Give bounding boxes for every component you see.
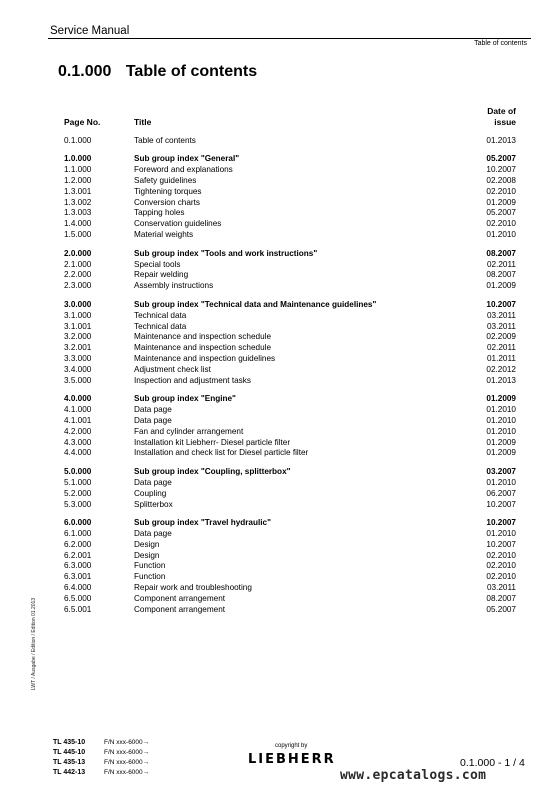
toc-title: Conversion charts [134,197,200,207]
toc-date: 02.2010 [486,550,516,560]
col-date-header [456,106,520,136]
toc-date: 01.2010 [486,405,516,415]
toc-title: Assembly instructions [134,281,214,291]
toc-page-no: 5.1.000 [64,477,92,487]
toc-page-no: 6.3.000 [64,561,92,571]
toc-date: 02.2008 [486,175,516,185]
group-spacer [50,459,520,467]
liebherr-logo: LIEBHERR [248,752,336,767]
toc-date: 06.2007 [486,488,516,498]
col-page-header: Page No. [64,116,101,127]
toc-title: Tapping holes [134,208,185,218]
toc-page-no: 6.2.000 [64,539,92,549]
toc-title: Technical data [134,321,187,331]
toc-date: 02.2010 [486,561,516,571]
toc-row [50,561,520,572]
page-title [58,63,257,81]
footer-models [53,738,85,778]
toc-title: Data page [134,529,172,539]
toc-date: 02.2010 [486,219,516,229]
toc-date: 01.2013 [486,135,516,145]
toc-title: Maintenance and inspection guidelines [134,353,276,363]
page-title-text: Table of contents [125,63,258,80]
toc-title: Data page [134,415,172,425]
toc-row [50,438,520,449]
toc-row [50,572,520,583]
toc-title: Tightening torques [134,186,202,196]
toc-row [50,260,520,271]
footer-fn-item: F/N xxx-6000→ [104,749,150,756]
toc-row [50,478,520,489]
toc-row [50,208,520,219]
toc-date: 03.2011 [487,583,516,593]
spacer-cell [50,146,520,154]
footer-fn-item: F/N xxx-6000→ [104,759,150,766]
toc-date: 10.2007 [486,299,516,309]
group-spacer [50,386,520,394]
toc-body [50,136,520,616]
toc-page-no: 6.4.000 [64,583,92,593]
toc-row [50,281,520,292]
toc-title: Sub group index "Tools and work instructions" [134,248,318,258]
toc-date: 03.2011 [487,321,516,331]
toc-date: 05.2007 [486,154,516,164]
toc-page-no: 5.2.000 [64,488,92,498]
toc-title: Inspection and adjustment tasks [134,375,251,385]
toc-title: Repair welding [134,270,189,280]
toc-row [50,551,520,562]
footer-model: TL 445-10 [53,749,86,756]
toc-page-no: 3.1.000 [64,310,92,320]
toc-title: Installation and check list for Diesel particle filter [134,448,309,458]
toc-title: Table of contents [134,135,196,145]
group-spacer [50,146,520,154]
toc-date: 01.2011 [487,353,516,363]
toc-date: 01.2009 [486,394,516,404]
toc-row [50,187,520,198]
toc-date: 02.2010 [486,572,516,582]
toc-title: Technical data [134,310,187,320]
edition-side-text: LWT / Ausgabe / Edition / Edition 01.2013 [31,597,37,690]
toc-page-no: 4.2.000 [64,426,92,436]
toc-page-no: 2.3.000 [64,281,92,291]
toc-row [50,489,520,500]
footer-model: TL 435-10 [53,739,86,746]
toc-title: Safety guidelines [134,175,197,185]
toc-title: Repair work and troubleshooting [134,583,252,593]
toc-date: 08.2007 [486,248,516,258]
toc-page-no: 3.4.000 [64,364,92,374]
toc-row [50,405,520,416]
toc-page-no: 2.2.000 [64,270,92,280]
toc-title: Design [134,550,160,560]
header-section: Table of contents [474,40,527,47]
toc-date: 10.2007 [486,499,516,509]
toc-page-no: 4.3.000 [64,437,92,447]
toc-page-no: 6.2.001 [64,550,92,560]
toc-date: 08.2007 [486,270,516,280]
toc-date: 01.2009 [486,281,516,291]
toc-date: 01.2010 [486,477,516,487]
toc-page-no: 1.2.000 [64,175,92,185]
toc-title: Component arrangement [134,604,226,614]
toc-date: 03.2011 [487,310,516,320]
toc-page-no: 3.5.000 [64,375,92,385]
toc-title: Foreword and explanations [134,165,233,175]
toc-row [50,365,520,376]
footer-fn-item: F/N xxx-6000→ [104,739,150,746]
toc-header-row [50,106,520,136]
toc-page-no: 5.3.000 [64,499,92,509]
toc-title: Adjustment check list [134,364,211,374]
toc-page-no: 1.1.000 [64,165,92,175]
toc-group-header [50,154,520,165]
toc-page-no: 1.3.001 [64,186,92,196]
toc-title: Coupling [134,488,167,498]
toc-page-no: 6.3.001 [64,572,92,582]
toc-page-no: 3.1.001 [64,321,92,331]
toc-date: 02.2012 [486,364,516,374]
toc-title: Conservation guidelines [134,219,222,229]
toc-page-no: 6.1.000 [64,529,92,539]
toc-page-no: 2.0.000 [64,248,92,258]
toc-page-no: 6.5.000 [64,593,92,603]
toc-row [50,165,520,176]
toc-date: 10.2007 [486,539,516,549]
toc-row [50,332,520,343]
toc-page-no: 0.1.000 [64,135,92,145]
toc-row [50,311,520,322]
toc-date: 01.2010 [486,415,516,425]
toc-page-no: 3.2.000 [64,332,92,342]
col-date-header-line2: issue [494,116,516,127]
toc-group-header [50,300,520,311]
toc-page-no: 1.4.000 [64,219,92,229]
toc-page-no: 1.3.002 [64,197,92,207]
toc-title: Sub group index "Engine" [134,394,236,404]
toc-group-header [50,467,520,478]
toc-date: 05.2007 [486,604,516,614]
footer-fn [104,738,149,778]
page-title-number: 0.1.000 [58,63,112,80]
toc-date: 02.2010 [486,186,516,196]
spacer-cell [50,459,520,467]
toc-page-no: 1.3.003 [64,208,92,218]
toc-page-no: 4.1.000 [64,405,92,415]
toc-row [50,136,520,147]
toc-group-header [50,518,520,529]
toc-row [50,605,520,616]
toc-title: Sub group index "Travel hydraulic" [134,518,271,528]
toc-title: Material weights [134,229,194,239]
toc-date: 01.2009 [486,448,516,458]
toc-page-no: 1.5.000 [64,229,92,239]
toc-row [50,322,520,333]
toc-page-no: 3.0.000 [64,299,92,309]
toc-date: 01.2013 [486,375,516,385]
toc-page-no: 3.2.001 [64,343,92,353]
group-spacer [50,241,520,249]
toc-title: Sub group index "Coupling, splitterbox" [134,467,291,477]
toc-page-no: 4.0.000 [64,394,92,404]
toc-table [50,106,520,615]
toc-page-no: 2.1.000 [64,259,92,269]
toc-date: 08.2007 [486,593,516,603]
group-spacer [50,292,520,300]
toc-row [50,594,520,605]
footer-copyright: copyright by [275,743,308,749]
toc-page-no: 6.0.000 [64,518,92,528]
toc-title: Function [134,572,166,582]
toc-row [50,230,520,241]
toc-page-no: 4.4.000 [64,448,92,458]
toc-date: 03.2007 [486,467,516,477]
toc-page-no: 1.0.000 [64,154,92,164]
col-date-header-line1: Date of [487,106,516,116]
toc-row [50,448,520,459]
toc-page-no: 3.3.000 [64,353,92,363]
toc-date: 02.2009 [486,332,516,342]
col-title-header: Title [134,116,152,127]
toc-row [50,376,520,387]
toc-page-no: 4.1.001 [64,415,92,425]
toc-title: Data page [134,477,172,487]
header-divider [48,38,531,39]
toc-group-header [50,394,520,405]
toc-title: Sub group index "General" [134,154,240,164]
toc-row [50,354,520,365]
toc-row [50,529,520,540]
spacer-cell [50,510,520,518]
toc-date: 10.2007 [486,518,516,528]
toc-title: Special tools [134,259,181,269]
spacer-cell [50,241,520,249]
toc-row [50,270,520,281]
toc-row [50,583,520,594]
toc-title: Fan and cylinder arrangement [134,426,244,436]
toc-title: Installation kit Liebherr- Diesel particle filter [134,437,291,447]
toc-row [50,500,520,511]
toc-date: 02.2011 [487,343,516,353]
toc-row [50,343,520,354]
header-title: Service Manual [50,25,130,37]
toc-page-no: 6.5.001 [64,604,92,614]
toc-date: 01.2009 [486,197,516,207]
watermark: www.epcatalogs.com [340,768,487,783]
toc-page-no: 5.0.000 [64,467,92,477]
toc-row [50,427,520,438]
footer-fn-item: F/N xxx-6000→ [104,769,150,776]
toc-title: Data page [134,405,172,415]
toc-title: Sub group index "Technical data and Maintenance guidelines" [134,299,377,309]
spacer-cell [50,386,520,394]
toc-row [50,416,520,427]
toc-title: Function [134,561,166,571]
toc-date: 05.2007 [486,208,516,218]
toc-date: 02.2011 [487,259,516,269]
group-spacer [50,510,520,518]
footer-model: TL 442-13 [53,769,86,776]
toc-title: Maintenance and inspection schedule [134,332,272,342]
toc-date: 01.2010 [486,426,516,436]
footer-model: TL 435-13 [53,759,86,766]
toc-row [50,219,520,230]
toc-row [50,198,520,209]
spacer-cell [50,292,520,300]
toc-title: Component arrangement [134,593,226,603]
toc-title: Maintenance and inspection schedule [134,343,272,353]
toc-date: 01.2010 [486,229,516,239]
toc-date: 10.2007 [486,165,516,175]
toc-title: Splitterbox [134,499,173,509]
toc-group-header [50,249,520,260]
toc-row [50,540,520,551]
toc-date: 01.2009 [486,437,516,447]
toc-date: 01.2010 [486,529,516,539]
toc-title: Design [134,539,160,549]
toc-row [50,176,520,187]
footer-page-number: 0.1.000 - 1 / 4 [460,757,525,769]
